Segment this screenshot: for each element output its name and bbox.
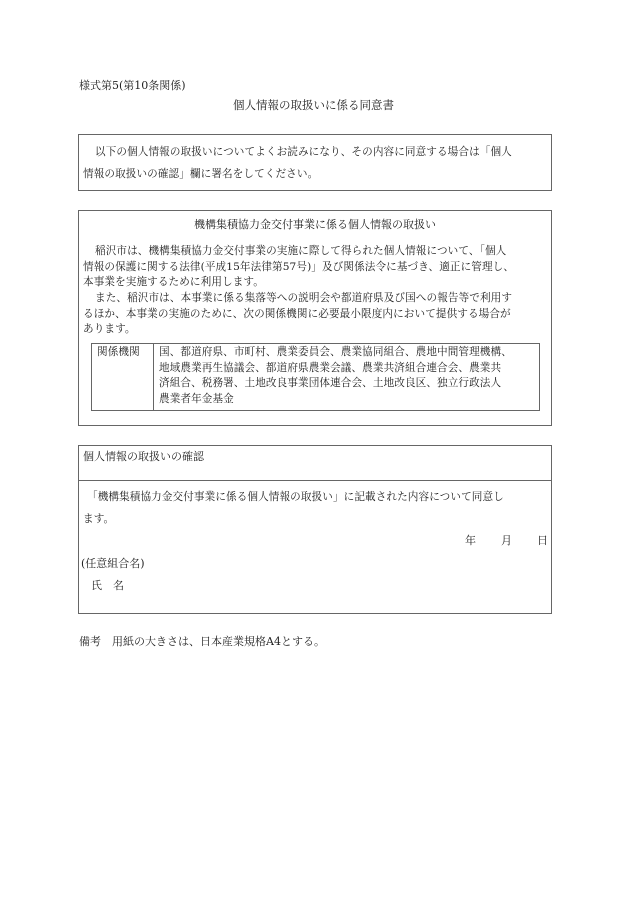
confirmation-line-2: ます。 (83, 513, 115, 525)
date-day: 日 (537, 534, 548, 547)
notice-line-2: 情報の取扱いの確認」欄に署名をしてください。 (83, 168, 319, 180)
table-divider (153, 344, 154, 410)
para1-line-1: 稲沢市は、機構集積協力金交付事業の実施に際して得られた個人情報について、「個人 (95, 245, 507, 257)
para1-line-3: 本事業を実施するために利用します。 (83, 276, 264, 288)
org-line-3: 済組合、税務署、土地改良事業団体連合会、土地改良区、独立行政法人 (159, 377, 502, 389)
date-year: 年 (465, 534, 476, 547)
para1-line-2: 情報の保護に関する法律(平成15年法律第57号)」及び関係法令に基づき、適正に管理し、 (83, 260, 515, 273)
org-line-1: 国、都道府県、市町村、農業委員会、農業協同組合、農地中間管理機構、 (159, 346, 512, 358)
handling-box (78, 210, 552, 426)
group-name-label: (任意組合名) (81, 557, 145, 570)
confirmation-heading: 個人情報の取扱いの確認 (83, 450, 204, 463)
handling-paragraph-1 (83, 244, 514, 291)
notice-line-1: 以下の個人情報の取扱いについてよくお読みになり、その内容に同意する場合は「個人 (95, 146, 512, 158)
para2-line-1: また、稲沢市は、本事業に係る集落等への説明会や都道府県及び国への報告等で利用す (95, 292, 513, 304)
confirmation-box (78, 445, 552, 614)
para2-line-2: るほか、本事業の実施のために、次の関係機関に必要最小限度内において提供する場合が (83, 307, 511, 320)
handling-paragraph-2 (83, 291, 512, 338)
date-month: 月 (501, 534, 512, 547)
handling-heading: 機構集積協力金交付事業に係る個人情報の取扱い (194, 218, 436, 231)
remark: 備考 用紙の大きさは、日本産業規格A4とする。 (79, 635, 325, 648)
related-organizations-table (91, 343, 540, 411)
org-line-2: 地域農業再生協議会、都道府県農業会議、農業共済組合連合会、農業共 (159, 361, 502, 374)
confirmation-divider (79, 480, 551, 481)
signature-name-label: 氏 名 (91, 579, 124, 592)
confirmation-line-1: 「機構集積協力金交付事業に係る個人情報の取扱い」に記載された内容について同意し (87, 491, 504, 503)
table-value (159, 345, 512, 407)
table-label: 関係機関 (97, 346, 140, 358)
org-line-4: 農業者年金基金 (159, 392, 234, 405)
page-title: 個人情報の取扱いに係る同意書 (233, 98, 394, 112)
form-number: 様式第5(第10条関係) (79, 79, 186, 92)
notice-box (78, 134, 552, 191)
para2-line-3: あります。 (83, 323, 136, 335)
